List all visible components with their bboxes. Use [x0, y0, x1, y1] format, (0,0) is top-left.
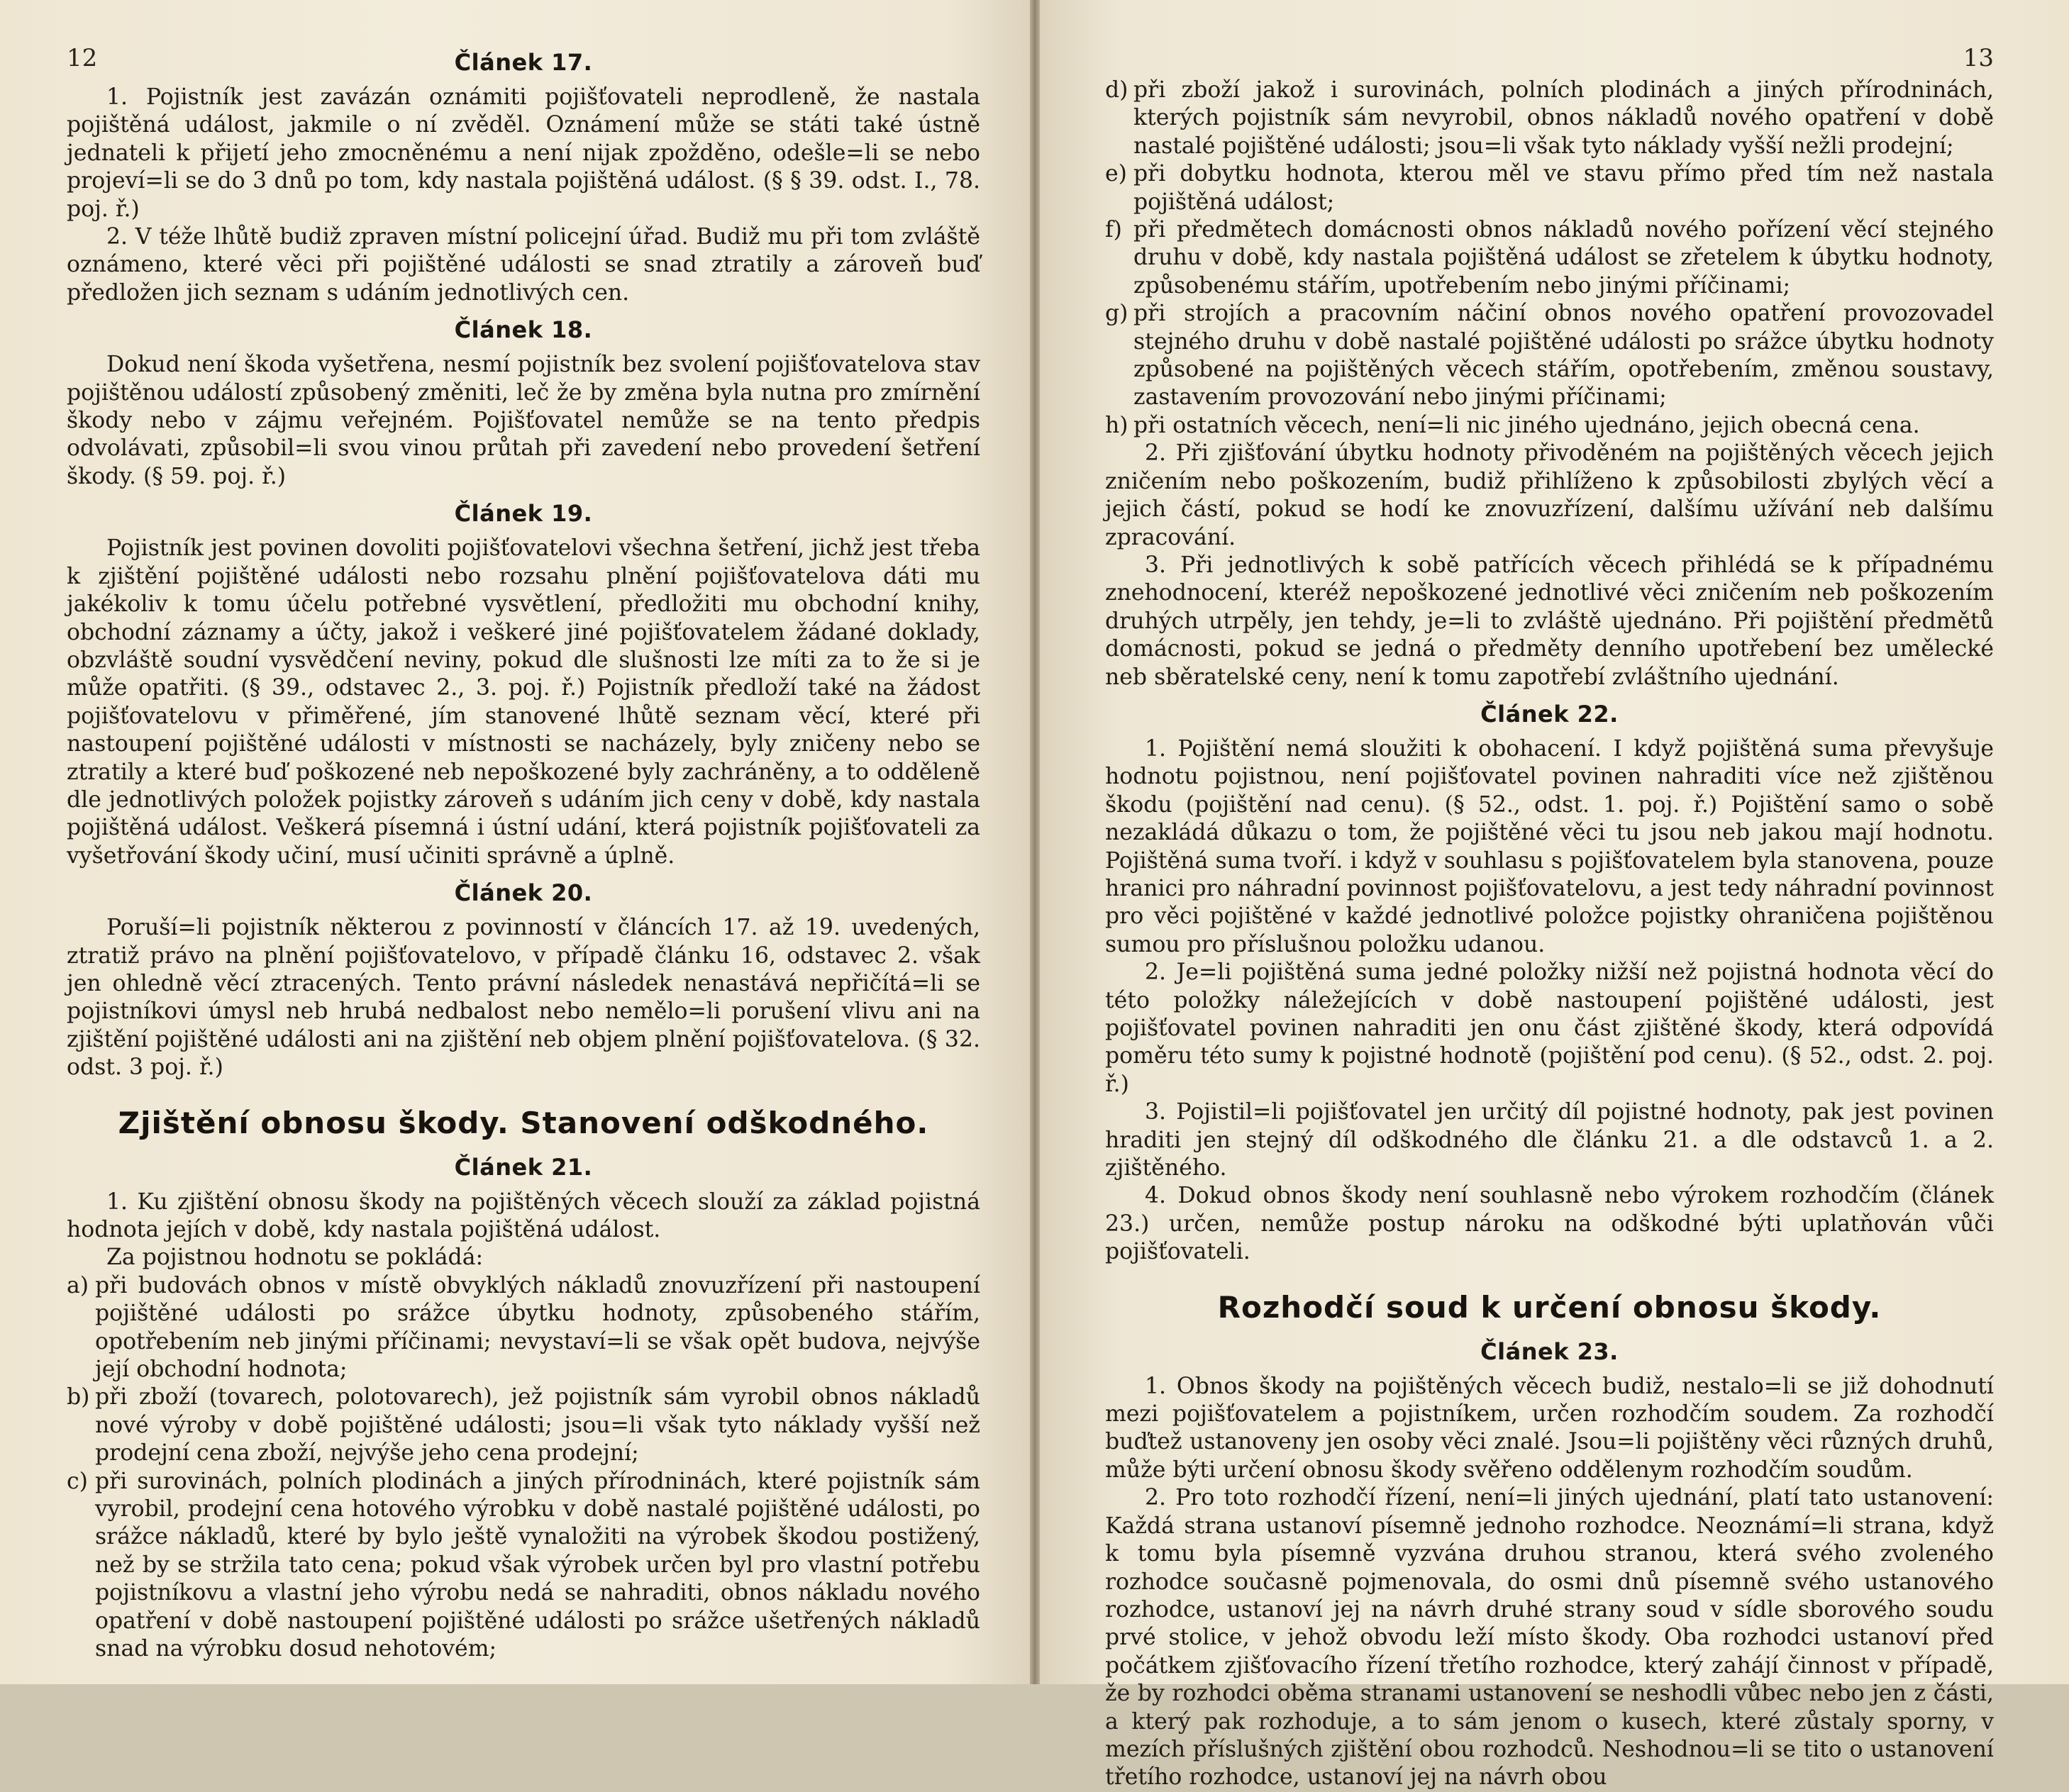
article-18-paragraph-1: Dokud není škoda vyšetřena, nesmí pojistník bez svolení pojišťovatelova stav pojištěnou událostí způsobený změniti, leč že by změna byla nutna pro zmírnění škody nebo v zájmu veřejném. Pojišťovatel nemůže se na tento předpis odvolávati, způsobil=li svou vinou průtah při zavedení nebo provedení šetření škody. (§ 59. poj. ř.) [67, 352, 980, 489]
article-21-list-left [67, 1272, 980, 1664]
article-21-heading: Článek 21. [454, 1153, 593, 1181]
article-23-paragraph-2: 2. Pro toto rozhodčí řízení, není=li jiných ujednání, platí tato ustanovení: Každá strana ustanoví písemně jednoho rozhodce. Neoznámí=li strana, když k tomu byla písemně vyzvána druhou stranou, která svého zvoleného rozhodce současně pojmenovala, do osmi dnů písemně svého ustanového rozhodce, ustanoví jej na návrh druhé strany soud v sídle sborového soudu prvé stolice, v jehož obvodu leží místo škody. Oba rozhodci ustanoví před počátkem zjišťovacího řízení třetího rozhodce, který zahájí činnost v případě, že by rozhodci oběma stranami ustanovení se neshodli vůbec nebo jen z části, a který pak rozhoduje, a to sám jenom o kusech, které zůstaly sporny, v mezích příslušných zjištění obou rozhodců. Neshodnou=li se tito o ustanovení třetího rozhodce, ustanoví jej na návrh obou [1105, 1485, 1994, 1791]
article-22-paragraph-2: 2. Je=li pojištěná suma jedné položky nižší než pojistná hodnota věcí do této položky náležejících v době nastoupení pojištěné události, jest pojišťovatel povinen nahraditi jen onu část zjištěné škody, která odpovídá poměru této sumy k pojistné hodnotě (pojištění pod cenu). (§ 52., odst. 2. poj. ř.) [1105, 959, 1994, 1097]
list-item [67, 1468, 980, 1664]
list-item-marker: f) [1105, 217, 1122, 243]
list-item [1105, 216, 1994, 300]
left-page-content [67, 45, 980, 1664]
article-17-paragraph-1: 1. Pojistník jest zavázán oznámiti pojišťovateli neprodleně, že nastala pojištěná událost, jakmile o ní zvěděl. Oznámení může se státi také ústně jednateli k přijetí jeho zmocněnému a není nijak zpožděno, odešle=li se nebo projeví=li se do 3 dnů po tom, kdy nastala pojištěná událost. (§ § 39. odst. I., 78. poj. ř.) [67, 84, 980, 222]
list-item [1105, 412, 1994, 440]
article-23-paragraph-1: 1. Obnos škody na pojištěných věcech budiž, nestalo=li se již dohodnutí mezi pojišťovatelem a pojistníkem, určen rozhodčím soudem. Za rozhodčí buďtež ustanoveny jen osoby věci znalé. Jsou=li pojištěny věci různých druhů, může býti určení obnosu škody svěřeno oddělenym rozhodčím soudům. [1105, 1373, 1994, 1483]
left-page [0, 0, 1030, 1684]
article-22-paragraph-1: 1. Pojištění nemá sloužiti k obohacení. I když pojištěná suma převyšuje hodnotu pojistnou, není pojišťovatel povinen nahraditi více než zjištěnou škodu (pojištění nad cenu). (§ 52., odst. 1. poj. ř.) Pojištění samo o sobě nezakládá důkazu o tom, že pojištěné věci tu jsou neb jakou mají hodnotu. Pojištěná suma tvoří. i když v souhlasu s pojišťovatelem byla stanovena, pouze hranici pro náhradní povinnost pojišťovatelovu, a jest tedy náhradní povinnost pro věci pojištěné v každé jednotlivé položce pojistky ohraničena pojištěnou sumou pro příslušnou položku udanou. [1105, 735, 1994, 957]
list-item-text: při dobytku hodnota, kterou měl ve stavu přímo před tím než nastala pojištěná událost; [1133, 161, 1994, 215]
page-number: 13 [1963, 44, 1994, 72]
article-20-paragraph-1: Poruší=li pojistník některou z povinností v článcích 17. až 19. uvedených, ztratiž právo na plnění pojišťovatelovo, v případě článku 16, odstavec 2. však jen ohledně věcí ztracených. Tento právní následek nenastává nepřičítá=li se pojistníkovi úmysl neb hrubá nedbalost nebo nemělo=li porušení vlivu ani na zjištění pojištěné události ani na zjištění neb objem plnění pojišťovatelova. (§ 32. odst. 3 poj. ř.) [67, 915, 980, 1081]
article-21-paragraph-1b: Za pojistnou hodnotu se pokládá: [106, 1245, 484, 1271]
article-21-paragraph-2: 2. Při zjišťování úbytku hodnoty přivoděném na pojištěných věcech jejich zničením nebo poškozením, budiž přihlíženo k způsobilosti zbylých věcí a jejich částí, pokud se hodí ke znovuzřízení, dalšímu užívání neb dalšímu zpracování. [1105, 440, 1994, 550]
list-item-marker: a) [67, 1272, 89, 1298]
article-19-paragraph-1: Pojistník jest povinen dovoliti pojišťovatelovi všechna šetření, jichž jest třeba k zjištění pojištěné události nebo rozsahu plnění pojišťovatelova dáti mu jakékoliv k tomu účelu potřebné vysvětlení, předložiti mu obchodní knihy, obchodní záznamy a účty, jakož i veškeré jiné pojišťovatelem žádané doklady, obzvláště soudní vysvědčení neviny, pokud dle slušnosti lze míti za to že si je může opatřiti. (§ 39., odstavec 2., 3. poj. ř.) Pojistník předloží také na žádost pojišťovatelovu v přiměřené, jím stanovené lhůtě seznam věcí, které při nastoupení pojištěné události v místnosti se nacházely, byly zničeny nebo se ztratily a které buď poškozené neb nepoškozené byly zachráněny, a to odděleně dle jednotlivých položek pojistky zároveň s udáním jich ceny v době, kdy nastala pojištěná událost. Veškerá písemná i ústní udání, která pojistník pojišťovateli za vyšetřování škody učiní, musí učiniti správně a úplně. [67, 535, 980, 869]
list-item-text: při ostatních věcech, není=li nic jiného ujednáno, jejich obecná cena. [1133, 412, 1920, 438]
list-item [67, 1272, 980, 1384]
list-item-text: při zboží jakož i surovinách, polních plodinách a jiných přírodninách, kterých pojistník sám nevyrobil, obnos nákladů nového opatření v době nastalé pojištěné události; jsou=li však tyto náklady vyšší nežli prodejní; [1133, 77, 1994, 159]
article-19-heading: Článek 19. [454, 500, 593, 528]
section-heading-damage-assessment: Zjištění obnosu škody. Stanovení odškodného. [118, 1105, 929, 1140]
article-21-paragraph-1: 1. Ku zjištění obnosu škody na pojištěných věcech slouží za základ pojistná hodnota jejích v době, kdy nastala pojištěná událost. [67, 1189, 980, 1242]
list-item-text: při zboží (tovarech, polotovarech), jež pojistník sám vyrobil obnos nákladů nové výroby v době pojištěné události; jsou=li však tyto náklady vyšší než prodejní cena zboží, nejvýše jeho cena prodejní; [95, 1384, 980, 1467]
article-22-heading: Článek 22. [1480, 700, 1619, 728]
list-item-text: při předmětech domácnosti obnos nákladů nového pořízení věcí stejného druhu v době, kdy nastala pojištěná událost se zřetelem k úbytku hodnoty, způsobenému stářím, upotřebením nebo jinými příčinami; [1133, 217, 1994, 299]
list-item [67, 1384, 980, 1467]
book-gutter [1030, 0, 1040, 1684]
list-item-text: při budovách obnos v místě obvyklých nákladů znovuzřízení při nastoupení pojištěné události po srážce úbytku hodnoty, způsobeného stářím, opotřebením neb jinými příčinami; nevystaví=li se však opět budova, nejvýše její obchodní hodnota; [95, 1272, 980, 1383]
article-17-paragraph-2: 2. V téže lhůtě budiž zpraven místní policejní úřad. Budiž mu při tom zvláště oznámeno, které věci při pojištěné události se snad ztratily a zároveň buď předložen jich seznam s udáním jednotlivých cen. [67, 224, 980, 306]
list-item-marker: h) [1105, 412, 1128, 438]
list-item-marker: g) [1105, 301, 1128, 327]
article-17-heading: Článek 17. [454, 49, 593, 76]
article-20-heading: Článek 20. [454, 879, 593, 907]
list-item-marker: b) [67, 1384, 90, 1410]
section-heading-arbitration: Rozhodčí soud k určení obnosu škody. [1217, 1289, 1882, 1325]
list-item-marker: e) [1105, 161, 1127, 187]
list-item [1105, 300, 1994, 412]
list-item [1105, 160, 1994, 216]
article-18-heading: Článek 18. [454, 316, 593, 344]
list-item-marker: c) [67, 1468, 88, 1494]
list-item [1105, 77, 1994, 160]
list-item-marker: d) [1105, 77, 1128, 103]
article-22-paragraph-4: 4. Dokud obnos škody není souhlasně nebo výrokem rozhodčím (článek 23.) určen, nemůže postup nároku na odškodné býti uplatňován vůči pojišťovateli. [1105, 1183, 1994, 1265]
list-item-text: při surovinách, polních plodinách a jiných přírodninách, které pojistník sám vyrobil, prodejní cena hotového výrobku v době nastalé pojištěné události, po srážce nákladů, které by bylo ještě vynaložiti na výrobek škodou postižený, než by se stržila tato cena; pokud však výrobek určen byl pro vlastní potřebu pojistníkovu a vlastní jeho výrobu nedá se nahraditi, obnos nákladu nového opatření v době nastoupení pojištěné události po srážce ušetřených nákladů snad na výrobku dosud nehotovém; [95, 1468, 980, 1662]
right-page-content [1105, 77, 1994, 1792]
article-21-list-right [1105, 77, 1994, 440]
article-21-paragraph-3: 3. Při jednotlivých k sobě patřících věcech přihlédá se k případnému znehodnocení, kteréž nepoškozené jednotlivé věci zničením neb poškozením druhých utrpěly, jen tehdy, je=li to zvláště ujednáno. Při pojištění předmětů domácnosti, pokud se jedná o předměty denního upotřebení bez umělecké neb sběratelské ceny, není k tomu zapotřebí zvláštního ujednání. [1105, 552, 1994, 690]
right-page [1040, 0, 2069, 1791]
list-item-text: při strojích a pracovním náčiní obnos nového opatření provozovadel stejného druhu v době nastalé pojištěné události po srážce úbytku hodnoty způsobené na pojištěných věcech stářím, opotřebením, změnou soustavy, zastavením provozování nebo jinými příčinami; [1133, 301, 1994, 411]
article-23-heading: Článek 23. [1480, 1337, 1619, 1365]
article-22-paragraph-3: 3. Pojistil=li pojišťovatel jen určitý díl pojistné hodnoty, pak jest povinen hraditi jen stejný díl odškodného dle článku 21. a dle odstavců 1. a 2. zjištěného. [1105, 1099, 1994, 1181]
page-number: 12 [67, 44, 98, 72]
